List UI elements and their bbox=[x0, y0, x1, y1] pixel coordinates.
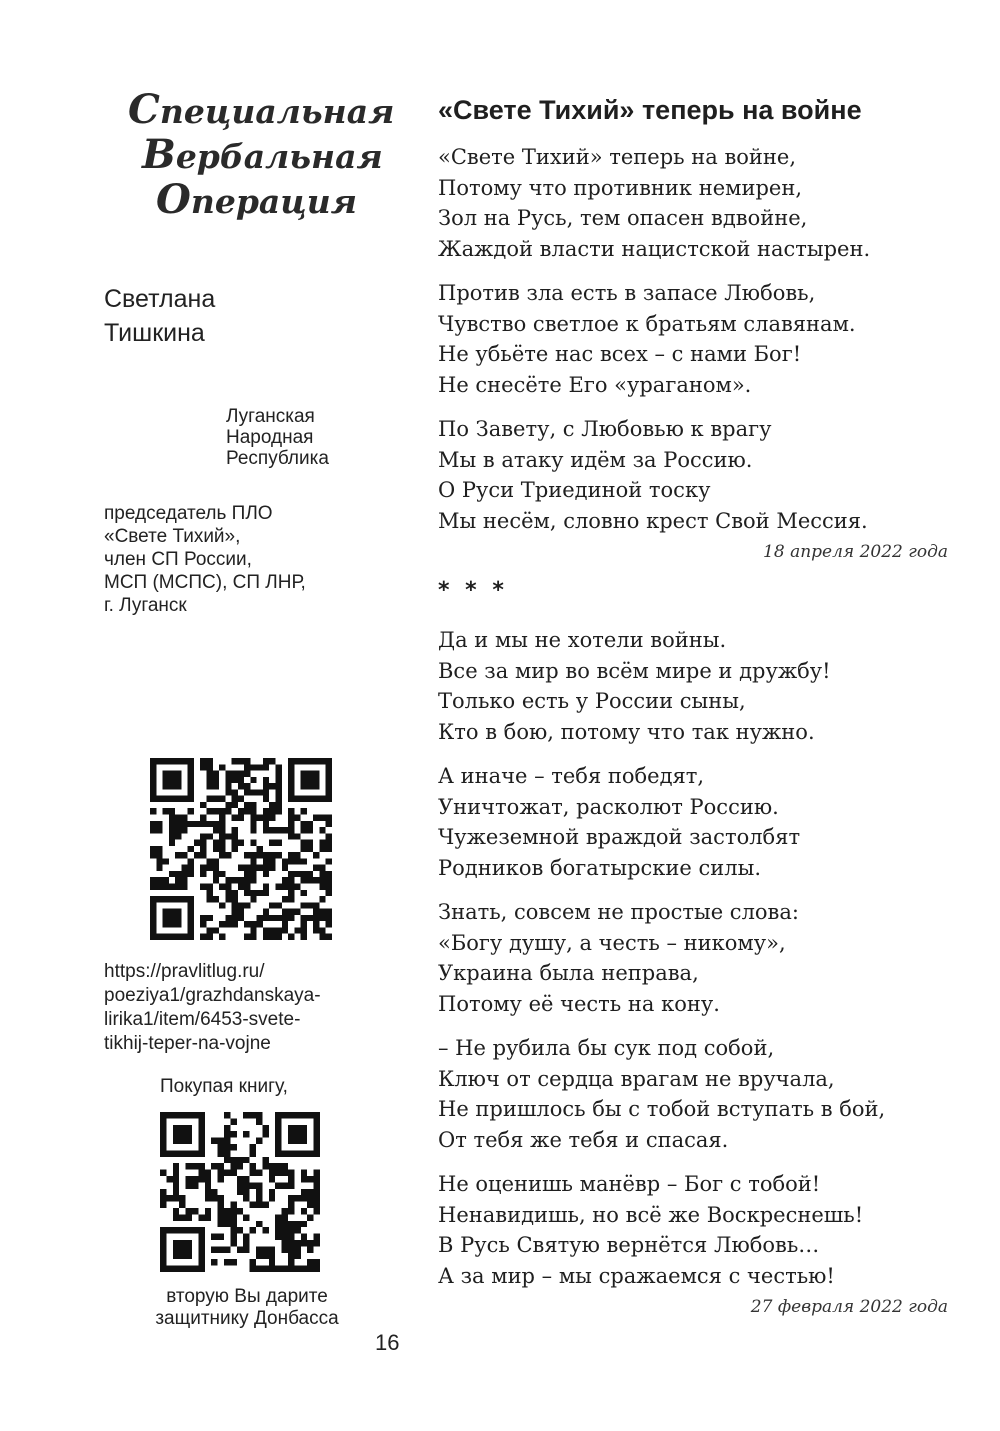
url-line: poeziya1/grazhdanskaya- bbox=[104, 985, 321, 1006]
qr-code-icon bbox=[160, 1112, 320, 1272]
verse-line: Чувство светлое к братьям славянам. bbox=[438, 311, 856, 336]
series-line-1: Специальная bbox=[128, 86, 395, 133]
section-separator: * * * bbox=[438, 578, 508, 603]
verse-line: Не оценишь манёвр – Бог с тобой! bbox=[438, 1172, 821, 1196]
verse-line: Кто в бою, потому что так нужно. bbox=[438, 719, 815, 744]
verse-line: Да и мы не хотели войны. bbox=[438, 628, 727, 652]
verse-line: Ненавидишь, но всё же Воскреснешь! bbox=[438, 1202, 864, 1227]
poem2-stanza-4 bbox=[438, 1033, 958, 1155]
series-title bbox=[120, 86, 395, 223]
author-first-name: Светлана bbox=[104, 285, 216, 313]
verse-line: «Свете Тихий» теперь на войне, bbox=[438, 145, 797, 169]
series-line-3: Операция bbox=[156, 176, 358, 223]
verse-line: Мы в атаку идём за Россию. bbox=[438, 447, 753, 472]
gift-line: вторую Вы дарите bbox=[166, 1286, 328, 1307]
verse-line: Чужеземной враждой застолбят bbox=[438, 825, 801, 849]
url-line: lirika1/item/6453-svete- bbox=[104, 1009, 301, 1030]
verse-line: В Русь Святую вернётся Любовь… bbox=[438, 1233, 820, 1257]
role-line: МСП (МСПС), СП ЛНР, bbox=[104, 572, 306, 593]
url-line: https://pravlitlug.ru/ bbox=[104, 961, 265, 982]
role-line: член СП России, bbox=[104, 549, 252, 570]
verse-line: От тебя же тебя и спасая. bbox=[438, 1127, 729, 1152]
verse-line: Потому её честь на кону. bbox=[438, 991, 720, 1016]
series-line-2: Вербальная bbox=[142, 131, 383, 178]
verse-line: Только есть у России сыны, bbox=[438, 689, 746, 713]
verse-line: Не пришлось бы с тобой вступать в бой, bbox=[438, 1097, 886, 1121]
verse-line: Уничтожат, расколют Россию. bbox=[438, 794, 779, 819]
role-line: председатель ПЛО bbox=[104, 503, 273, 524]
poem1-stanza-1 bbox=[438, 142, 958, 264]
verse-line: Зол на Русь, тем опасен вдвойне, bbox=[438, 206, 808, 230]
verse-line: Мы несём, словно крест Свой Мессия. bbox=[438, 508, 868, 533]
verse-line: Знать, совсем не простые слова: bbox=[438, 900, 799, 924]
author-name bbox=[104, 282, 304, 350]
poem1-stanza-3 bbox=[438, 414, 958, 536]
verse-line: О Руси Триединой тоску bbox=[438, 478, 711, 502]
poem-url[interactable] bbox=[104, 960, 394, 1056]
verse-line: По Завету, с Любовью к врагу bbox=[438, 417, 772, 441]
verse-line: «Богу душу, а честь – никому», bbox=[438, 930, 786, 955]
gift-line: защитнику Донбасса bbox=[155, 1308, 339, 1329]
verse-line: Против зла есть в запасе Любовь, bbox=[438, 281, 816, 305]
verse-line: А за мир – мы сражаемся с честью! bbox=[438, 1263, 835, 1288]
author-region bbox=[226, 406, 386, 469]
poems-column bbox=[438, 92, 958, 1333]
verse-line: А иначе – тебя победят, bbox=[438, 764, 705, 788]
role-line: «Свете Тихий», bbox=[104, 526, 241, 547]
poem2-stanza-3 bbox=[438, 897, 958, 1019]
qr-code-book-purchase[interactable] bbox=[160, 1112, 320, 1272]
poem2-stanza-1 bbox=[438, 625, 958, 747]
verse-line: Не убьёте нас всех – с нами Бог! bbox=[438, 342, 802, 366]
buy-book-text: Покупая книгу, bbox=[160, 1076, 288, 1097]
verse-line: Не снесёте Его «ураганом». bbox=[438, 372, 752, 397]
verse-line: Жаждой власти нацистской настырен. bbox=[438, 236, 871, 261]
poem1-date: 18 апреля 2022 года bbox=[763, 542, 948, 562]
verse-line: Потому что противник немирен, bbox=[438, 175, 803, 200]
region-line: Народная bbox=[226, 427, 314, 448]
verse-line: Украина была неправа, bbox=[438, 961, 699, 985]
verse-line: – Не рубила бы сук под собой, bbox=[438, 1036, 775, 1060]
qr-code-icon bbox=[150, 758, 332, 940]
poem2-date: 27 февраля 2022 года bbox=[750, 1297, 948, 1317]
verse-line: Ключ от сердца врагам не вручала, bbox=[438, 1066, 835, 1091]
url-line: tikhij-teper-na-vojne bbox=[104, 1033, 271, 1054]
author-roles bbox=[104, 502, 374, 617]
verse-line: Родников богатырские силы. bbox=[438, 855, 762, 880]
poem1-stanza-2 bbox=[438, 278, 958, 400]
poem-title: «Свете Тихий» теперь на войне bbox=[438, 95, 862, 125]
poem2-stanza-5 bbox=[438, 1169, 958, 1291]
qr-code-poem-link[interactable] bbox=[150, 758, 332, 940]
page-number: 16 bbox=[375, 1330, 400, 1355]
verse-line: Все за мир во всём мире и дружбу! bbox=[438, 658, 831, 683]
gift-text bbox=[112, 1286, 382, 1330]
poem2-stanza-2 bbox=[438, 761, 958, 883]
role-line: г. Луганск bbox=[104, 595, 187, 616]
region-line: Луганская bbox=[226, 406, 315, 427]
author-last-name: Тишкина bbox=[104, 319, 205, 347]
region-line: Республика bbox=[226, 448, 329, 469]
